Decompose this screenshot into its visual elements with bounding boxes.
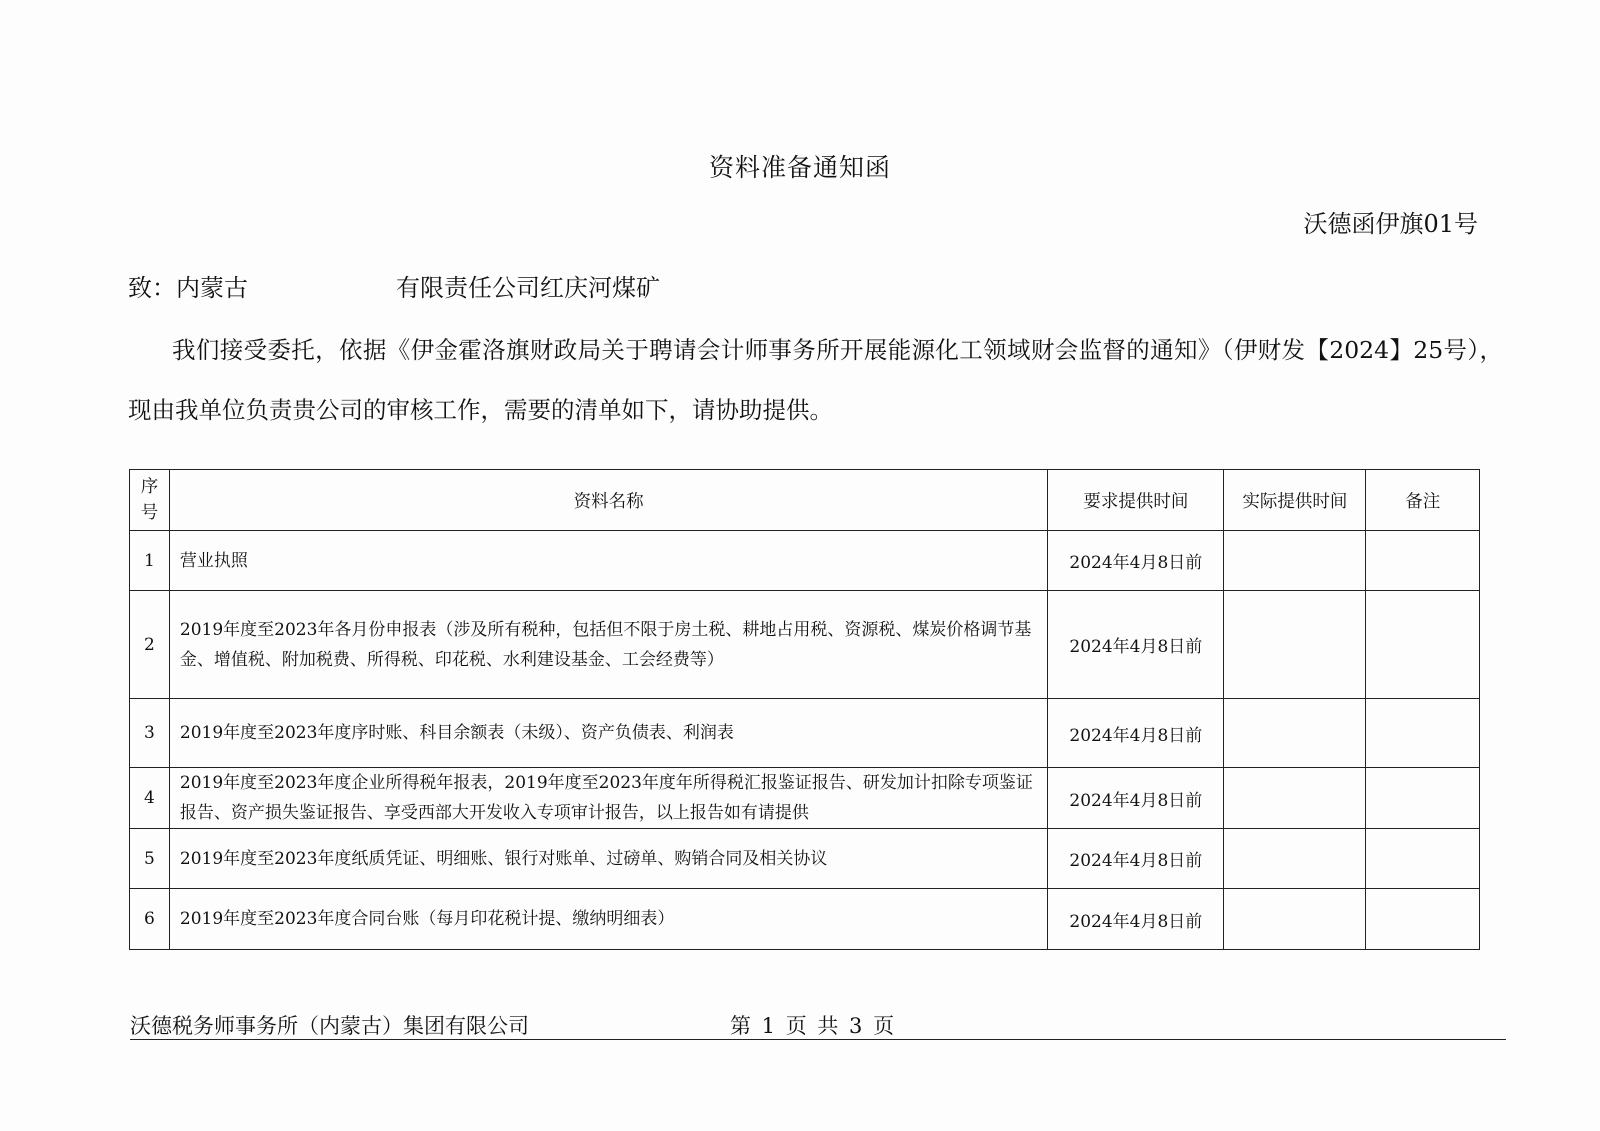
- row-index: 2: [130, 591, 170, 699]
- recipient-prefix: 致：内蒙古: [128, 274, 248, 302]
- row-required-time: 2024年4月8日前: [1048, 699, 1224, 768]
- row-required-time: 2024年4月8日前: [1048, 768, 1224, 829]
- row-actual-time: [1224, 591, 1366, 699]
- row-index: 1: [130, 531, 170, 591]
- row-name: 2019年度至2023年度合同台账（每月印花税计提、缴纳明细表）: [169, 889, 1048, 950]
- redacted-area: [248, 277, 396, 303]
- document-title: 资料准备通知函: [708, 153, 891, 182]
- footer-company: 沃德税务师事务所（内蒙古）集团有限公司: [130, 1014, 529, 1038]
- header-name: 资料名称: [169, 470, 1048, 531]
- recipient-suffix: 有限责任公司红庆河煤矿: [396, 274, 660, 302]
- table-row: [130, 889, 1480, 950]
- table-header-row: [130, 470, 1480, 531]
- row-actual-time: [1224, 768, 1366, 829]
- materials-table: [129, 469, 1480, 950]
- row-name: 2019年度至2023年度企业所得税年报表，2019年度至2023年度年所得税汇报鉴证报告、研发加计扣除专项鉴证报告、资产损失鉴证报告、享受西部大开发收入专项审计报告，以上报告如有请提供: [169, 768, 1048, 829]
- document-number: 沃德函伊旗01号: [1303, 210, 1478, 238]
- table-row: [130, 699, 1480, 768]
- footer-rule: [130, 1039, 1506, 1040]
- page-indicator: 第 1 页 共 3 页: [730, 1014, 897, 1038]
- row-name: 营业执照: [169, 531, 1048, 591]
- row-remarks: [1366, 768, 1480, 829]
- row-actual-time: [1224, 829, 1366, 889]
- row-remarks: [1366, 829, 1480, 889]
- row-index: 4: [130, 768, 170, 829]
- header-remarks: 备注: [1366, 470, 1480, 531]
- table-row: [130, 531, 1480, 591]
- row-index: 5: [130, 829, 170, 889]
- row-actual-time: [1224, 889, 1366, 950]
- body-line-1: 我们接受委托，依据《伊金霍洛旗财政局关于聘请会计师事务所开展能源化工领域财会监督的通知》（伊财发【2024】: [172, 336, 1414, 364]
- body-line-2: 25号），现由我单位负责贵公司的审核工作，需要的清单如下，请协助提供。: [128, 336, 1503, 424]
- recipient-line: [128, 268, 660, 303]
- row-index: 3: [130, 699, 170, 768]
- header-required-time: 要求提供时间: [1048, 470, 1224, 531]
- table-row: [130, 768, 1480, 829]
- row-name: 2019年度至2023年各月份申报表（涉及所有税种，包括但不限于房土税、耕地占用税、资源税、煤炭价格调节基金、增值税、附加税费、所得税、印花税、水利建设基金、工会经费等）: [169, 591, 1048, 699]
- row-remarks: [1366, 699, 1480, 768]
- row-required-time: 2024年4月8日前: [1048, 829, 1224, 889]
- body-paragraph: [128, 320, 1503, 440]
- row-required-time: 2024年4月8日前: [1048, 889, 1224, 950]
- row-actual-time: [1224, 531, 1366, 591]
- row-index: 6: [130, 889, 170, 950]
- row-remarks: [1366, 591, 1480, 699]
- row-required-time: 2024年4月8日前: [1048, 531, 1224, 591]
- table-row: [130, 591, 1480, 699]
- table-row: [130, 829, 1480, 889]
- row-remarks: [1366, 531, 1480, 591]
- row-remarks: [1366, 889, 1480, 950]
- row-required-time: 2024年4月8日前: [1048, 591, 1224, 699]
- header-index: 序号: [130, 470, 170, 531]
- row-name: 2019年度至2023年度纸质凭证、明细账、银行对账单、过磅单、购销合同及相关协议: [169, 829, 1048, 889]
- row-name: 2019年度至2023年度序时账、科目余额表（未级）、资产负债表、利润表: [169, 699, 1048, 768]
- header-actual-time: 实际提供时间: [1224, 470, 1366, 531]
- row-actual-time: [1224, 699, 1366, 768]
